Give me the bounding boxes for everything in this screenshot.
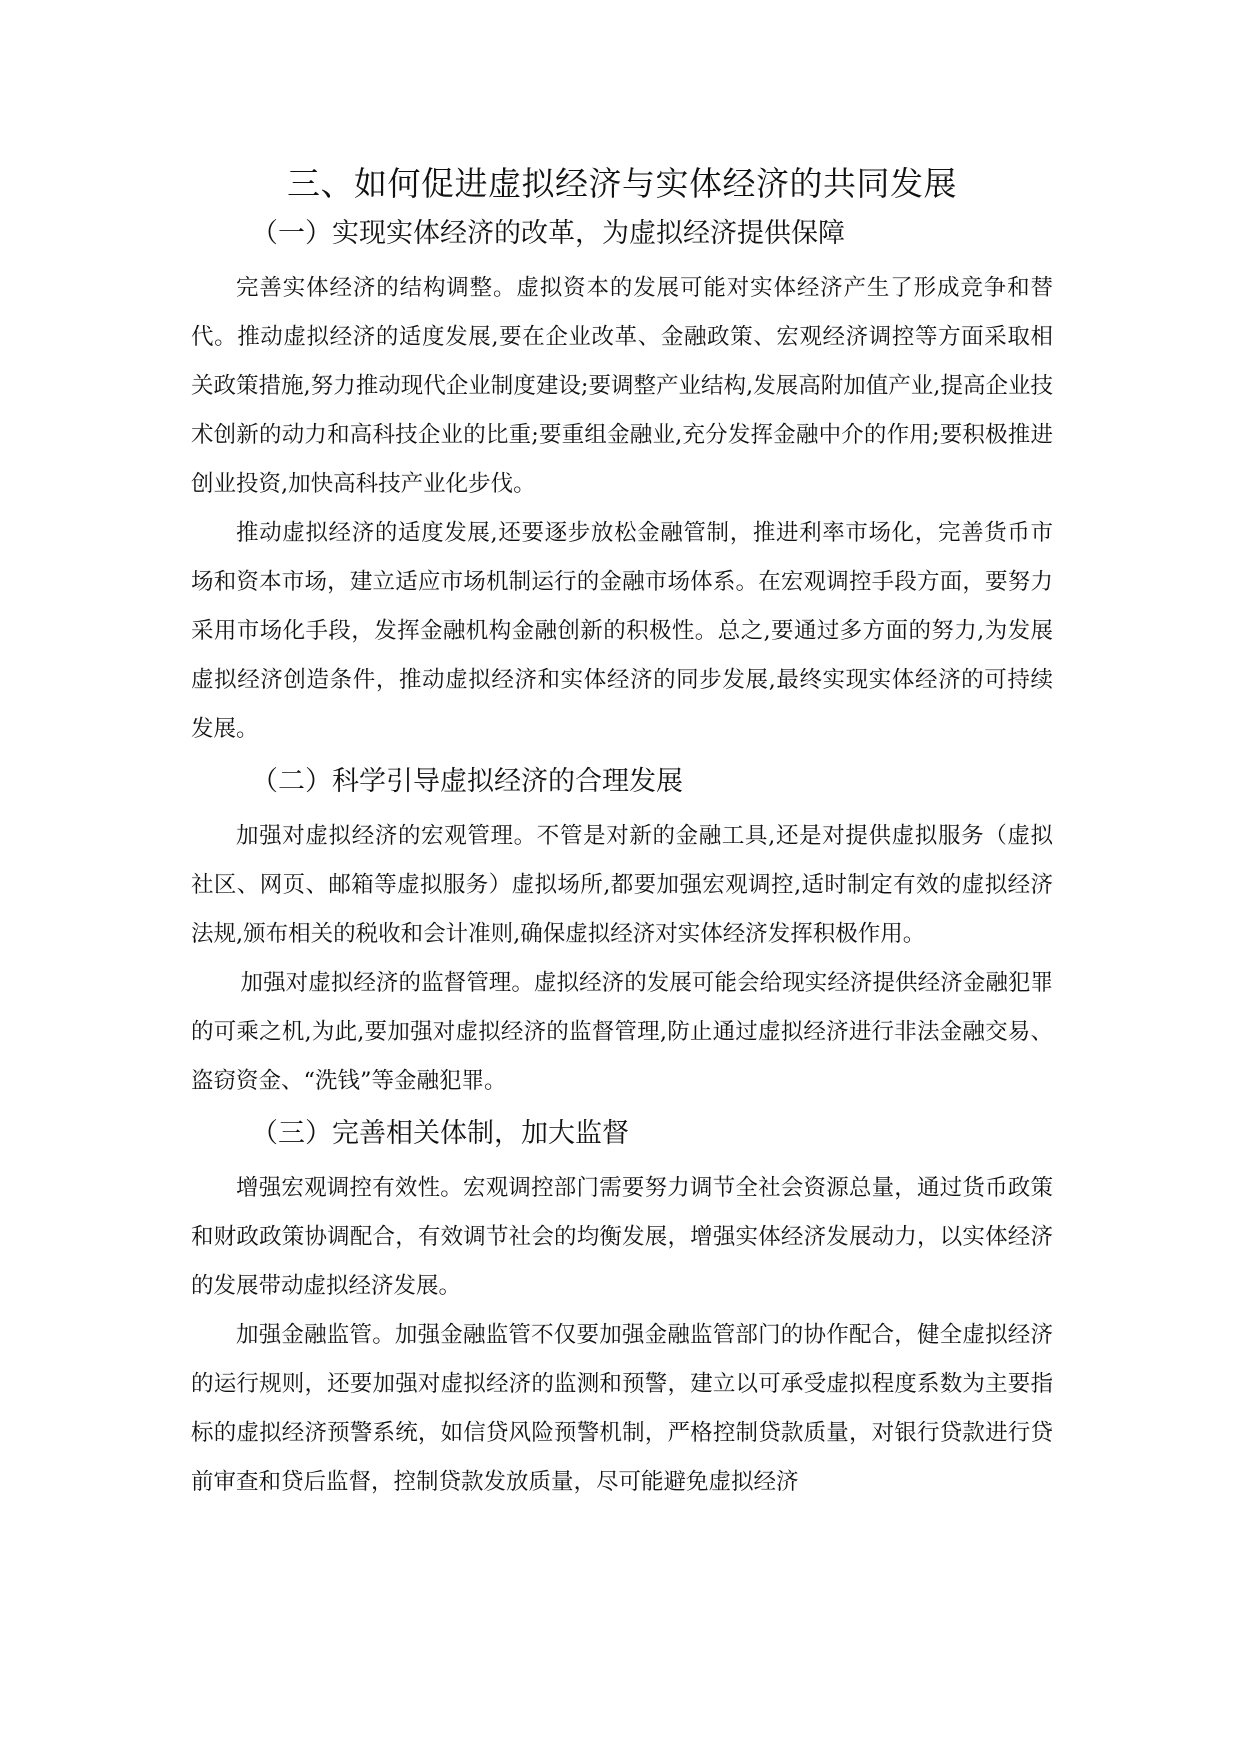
page-title: 三、如何促进虚拟经济与实体经济的共同发展	[287, 164, 957, 203]
section-heading-1: （一）实现实体经济的改革，为虚拟经济提供保障	[251, 218, 845, 249]
paragraph: 完善实体经济的结构调整。虚拟资本的发展可能对实体经济产生了形成竞争和替代。推动虚拟经济的适度发展,要在企业改革、金融政策、宏观经济调控等方面采取相关政策措施,努力推动现代企业制度建设;要调整产业结构,发展高附加值产业,提高企业技术创新的动力和高科技企业的比重;要重组金融业,充分发挥金融中介的作用;要积极推进创业投资,加快高科技产业化步伐。	[191, 275, 1053, 497]
paragraph: 加强对虚拟经济的宏观管理。不管是对新的金融工具,还是对提供虚拟服务（虚拟社区、网页、邮箱等虚拟服务）虚拟场所,都要加强宏观调控,适时制定有效的虚拟经济法规,颁布相关的税收和会计准则,确保虚拟经济对实体经济发挥积极作用。	[191, 823, 1053, 947]
document-body	[191, 158, 1053, 1507]
paragraph: 增强宏观调控有效性。宏观调控部门需要努力调节全社会资源总量，通过货币政策和财政政策协调配合，有效调节社会的均衡发展，增强实体经济发展动力，以实体经济的发展带动虚拟经济发展。	[191, 1175, 1053, 1299]
section-heading-3: （三）完善相关体制，加大监督	[251, 1118, 629, 1149]
paragraph: 加强金融监管。加强金融监管不仅要加强金融监管部门的协作配合，健全虚拟经济的运行规则，还要加强对虚拟经济的监测和预警，建立以可承受虚拟程度系数为主要指标的虚拟经济预警系统，如信贷风险预警机制，严格控制贷款质量，对银行贷款进行贷前审查和贷后监督，控制贷款发放质量，尽可能避免虚拟经济	[191, 1322, 1053, 1495]
paragraph: 推动虚拟经济的适度发展,还要逐步放松金融管制，推进利率市场化，完善货币市场和资本市场，建立适应市场机制运行的金融市场体系。在宏观调控手段方面，要努力采用市场化手段，发挥金融机构金融创新的积极性。总之,要通过多方面的努力,为发展虚拟经济创造条件，推动虚拟经济和实体经济的同步发展,最终实现实体经济的可持续发展。	[191, 520, 1053, 742]
paragraph: 加强对虚拟经济的监督管理。虚拟经济的发展可能会给现实经济提供经济金融犯罪的可乘之机,为此,要加强对虚拟经济的监督管理,防止通过虚拟经济进行非法金融交易、盗窃资金、“洗钱”等金融犯罪。	[191, 970, 1053, 1094]
section-heading-2: （二）科学引导虚拟经济的合理发展	[251, 766, 683, 797]
